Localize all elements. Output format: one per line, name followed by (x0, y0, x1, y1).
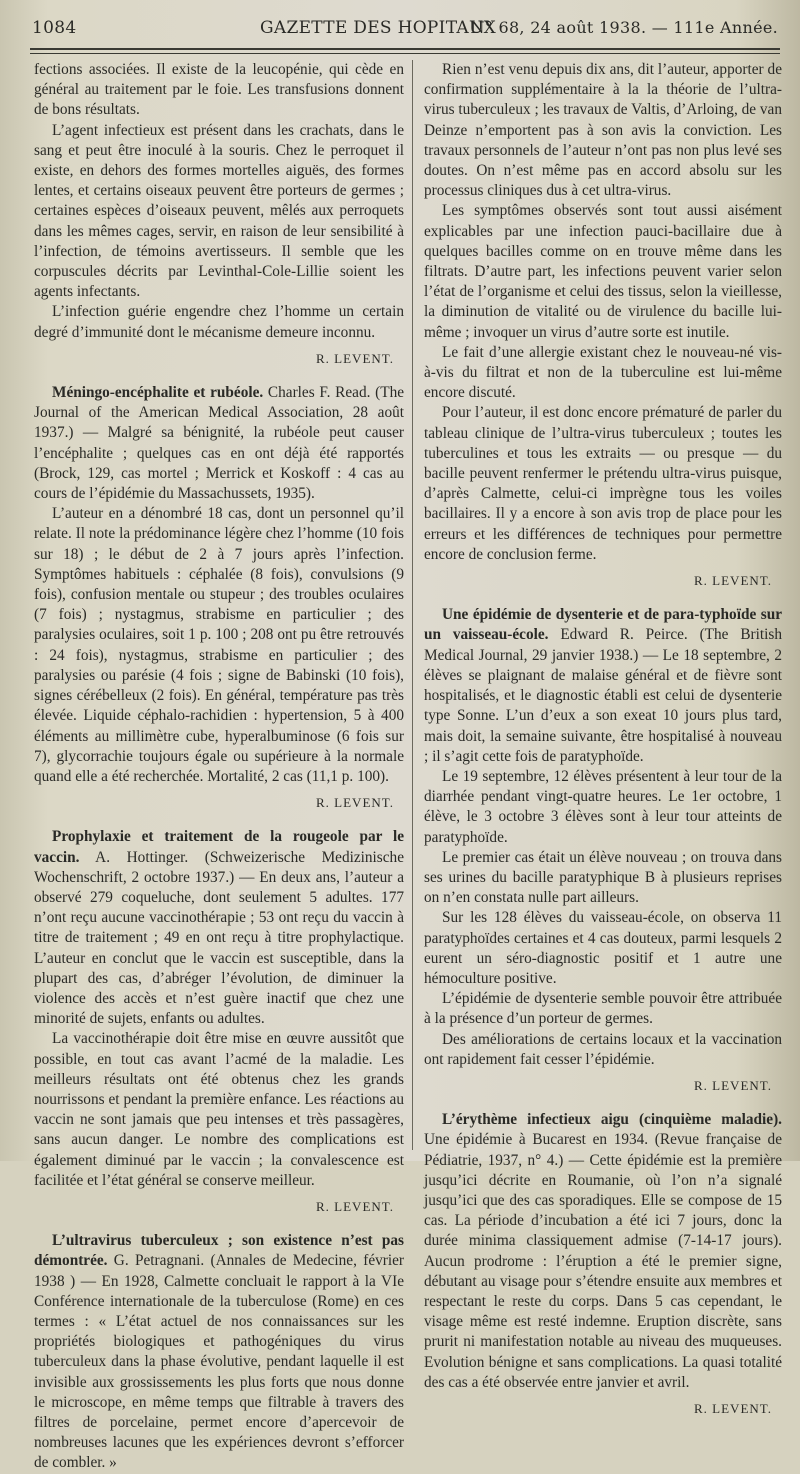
right-column (424, 60, 782, 1416)
issue-info: N° 68, 24 août 1938. — 111e Année. (470, 18, 778, 37)
author-signature: R. LEVENT. (316, 350, 394, 366)
left-column (34, 60, 405, 1472)
paragraph: Rien n’est venu depuis dix ans, dit l’auteur, apporter de confirmation supplémentaire à la la théorie de l’ultra-virus tuberculeux ; les travaux de Valtis, d’Arloing, de van Deinze n’emportent pas à son avis la conviction. Les travaux personnels de l’auteur n’ont pas non plus levé ses doutes. On n’est même pas en accord absolu sur les processus cliniques dus à cet ultra-virus. (424, 61, 782, 200)
paragraph: fections associées. Il existe de la leucopénie, qui cède en général au traitement par le foie. Les transfusions donnent de bons résultats. (34, 61, 404, 119)
article-intro: Une épidémie à Bucarest en 1934. (Revue française de Pédiatrie, 1937, n° 4.) — Cette épidémie est la première jusqu’ici décrite en Roumanie, où l’on n’a signalé jusqu’ici que des cas sporadiques. Elle se compose de 15 cas. La période d’incubation a été ici 7 jours, donc la durée minima classiquement admise (7-14-17 jours). Aucun prodrome : l’éruption a été le premier signe, débutant au visage pour s’étendre ensuite aux membres et respectant le reste du corps. Dans 5 cas cependant, le visage même est resté indemne. Eruption discrète, sans prurit ni manifestation notable au niveau des muqueuses. Evolution bénigne et sans complications. La quasi totalité des cas a été observée entre janvier et avril. (424, 1131, 782, 1391)
paragraph: Le premier cas était un élève nouveau ; on trouva dans ses urines du bacille paratyphique B à plusieurs reprises on n’en constata nulle part ailleurs. (424, 848, 782, 907)
article-epidemie-dysenterie (424, 605, 782, 767)
article-prophylaxie-rougeole (34, 827, 404, 1029)
article-erytheme-infectieux (424, 1110, 782, 1393)
paragraph: Le fait d’une allergie existant chez le nouveau-né vis-à-vis du filtrat et non de la tuberculine est lui-même encore discuté. (424, 343, 782, 402)
paragraph: L’infection guérie engendre chez l’homme un certain degré d’immunité dont le mécanisme demeure inconnu. (34, 303, 404, 341)
author-signature: R. LEVENT. (316, 795, 394, 811)
article-intro: Edward R. Peirce. (The British Medical Journal, 29 janvier 1938.) — Le 18 septembre, 2 élèves se plaignant de malaise général et de fièvre sont hospitalisés, et le diagnostic établi est celui de dysenterie type Sonne. L’un d’eux a son exeat 10 jours plus tard, mais doit, la semaine suivante, être hospitalisé à nouveau ; il s’agit cette fois de paratyphoïde. (424, 626, 782, 765)
article-ultravirus (34, 1231, 404, 1473)
paragraph: Pour l’auteur, il est donc encore prématuré de parler du tableau clinique de l’ultra-virus tuberculeux ; toutes les tuberculines et tous les extraits — ou presque — du bacille peuvent renfermer le prétendu ultra-virus puisque, d’après Calmette, celui-ci imprègne tous les voiles bacillaires. Il y a encore à son avis trop de place pour les erreurs et les différences de techniques pour permettre encore de conclusion ferme. (424, 404, 782, 563)
column-divider (412, 60, 413, 1150)
paragraph: L’auteur en a dénombré 18 cas, dont un personnel qu’il relate. Il note la prédominance légère chez l’homme (10 fois sur 18) ; le début de 2 à 7 jours après l’infection. Symptômes habituels : céphalée (8 fois), convulsions (9 fois), confusion mentale ou stupeur ; des troubles oculaires (7 fois) ; nystagmus, strabisme en particulier ; des paralysies oculaires, soit 1 p. 100 ; 208 ont pu être retrouvés : 24 fois), nystagmus, strabisme en particulier ; des paralysies ou parésie (4 fois ; signe de Babinski (10 fois), signes cérébelleux (2 fois). En général, température pas très élevée. Liquide céphalo-rachidien : hypertension, 5 à 400 éléments au millimètre cube, hyperalbuminose (6 fois sur 7), glycorrachie toujours égale ou supérieure à la normale quand elle a été recherchée. Mortalité, 2 cas (11,1 p. 100). (34, 505, 404, 785)
article-intro: G. Petragnani. (Annales de Medecine, février 1938 ) — En 1928, Calmette concluait le rapport à la VIe Conférence internationale de la tuberculose (Rome) en ces termes : « L’état actuel de nos connaissances sur les propriétés biologiques et pathogéniques du virus tuberculeux dans la phase évolutive, pendant laquelle il est invisible aux grossissements les plus forts que nous donne le microscope, en même temps que filtrable à travers des filtres de porcelaine, permet encore d’apercevoir de nombreuses lacunes que les expériences devront s’efforcer de combler. » (34, 1252, 404, 1472)
article-title: Méningo-encéphalite et rubéole. (52, 384, 264, 402)
article-intro: Charles F. Read. (The Journal of the American Medical Association, 28 août 1937.) — Malgré sa bénignité, la rubéole peut causer l’encéphalite ; quelques cas en ont déjà été rapportés (Brock, 129, cas mortel ; Merrick et Koskoff : 4 cas au cours de l’épidémie du Massachussets, 1935). (34, 384, 405, 503)
page-header (32, 18, 778, 44)
article-meningo-encephalite (34, 383, 404, 504)
page-number: 1084 (32, 18, 77, 38)
article-title: L’ultravirus tuberculeux ; son existence n’est pas démontrée. (34, 1232, 404, 1270)
author-signature: R. LEVENT. (316, 1198, 394, 1214)
journal-title: GAZETTE DES HOPITAUX (260, 18, 497, 38)
article-title: Une épidémie de dysenterie et de para-typhoïde sur un vaisseau-école. (424, 606, 782, 644)
paragraph: L’agent infectieux est présent dans les crachats, dans le sang et peut être inoculé à la souris. Chez le perroquet il existe, en dehors des formes mortelles aiguës, des formes lentes, et certains oiseaux peuvent être porteurs de germes ; certaines espèces d’oiseaux peuvent, mêlés aux perroquets dans les mêmes cages, servir, en raison de leur sensibilité à l’infection, de témoins avertisseurs. Il semble que les corpuscules décrits par Levinthal-Cole-Lillie soient les agents infectants. (34, 121, 404, 301)
author-signature: R. LEVENT. (694, 1077, 772, 1093)
paragraph: Les symptômes observés sont tout aussi aisément explicables par une infection pauci-bacillaire due à quelques bacilles comme on en trouve même dans les filtrats. D’autre part, les infections peuvent varier selon l’état de l’organisme et celui des tissus, selon la vieillesse, la diminution de vitalité ou de virulence du bacille lui-même ; invoquer un virus d’autre sorte est inutile. (424, 202, 782, 341)
author-signature: R. LEVENT. (694, 1401, 772, 1416)
paragraph: Des améliorations de certains locaux et la vaccination ont rapidement fait cesser l’épidémie. (424, 1030, 782, 1068)
paragraph: L’épidémie de dysenterie semble pouvoir être attribuée à la présence d’un porteur de germes. (424, 990, 782, 1028)
header-rule-thin (30, 53, 780, 54)
article-title: Prophylaxie et traitement de la rougeole par le vaccin. (34, 828, 404, 866)
paragraph: Sur les 128 élèves du vaisseau-école, on observa 11 paratyphoïdes certaines et 4 cas douteux, parmi lesquels 2 eurent un séro-diagnostic positif et 1 autre une hémoculture positive. (424, 909, 782, 987)
article-title: L’érythème infectieux aigu (cinquième maladie). (442, 1111, 782, 1129)
paragraph: Le 19 septembre, 12 élèves présentent à leur tour de la diarrhée pendant vingt-quatre heures. Le 1er octobre, 1 élève, le 3 octobre 3 élèves sont à leur tour atteints de paratyphoïde. (424, 767, 782, 846)
author-signature: R. LEVENT. (694, 573, 772, 589)
paragraph: La vaccinothérapie doit être mise en œuvre aussitôt que possible, en tout cas avant l’acmé de la maladie. Les meilleurs résultats ont été obtenus chez les grands nourrissons et pendant la première enfance. Les réactions au vaccin ne sont jamais que peu intenses et très passagères, sans aucun danger. Le nombre des complications est également diminué par le vaccin ; la convalescence est facilitée et l’état général se conserve meilleur. (34, 1030, 404, 1189)
header-rule (30, 48, 780, 50)
article-intro: A. Hottinger. (Schweizerische Medizinische Wochenschrift, 2 octobre 1937.) — En deux ans, l’auteur a observé 279 coqueluche, dont seulement 5 adultes. 177 n’ont reçu aucune vaccinothérapie ; 53 ont reçu du vaccin à titre de traitement ; 49 en ont reçu à titre prophylactique. L’auteur en conclut que le vaccin est susceptible, dans la plupart des cas, d’abréger l’évolution, de diminuer la violence des accès et n’est guère inactif que chez une minorité de sujets, enfants ou adultes. (34, 848, 404, 1028)
